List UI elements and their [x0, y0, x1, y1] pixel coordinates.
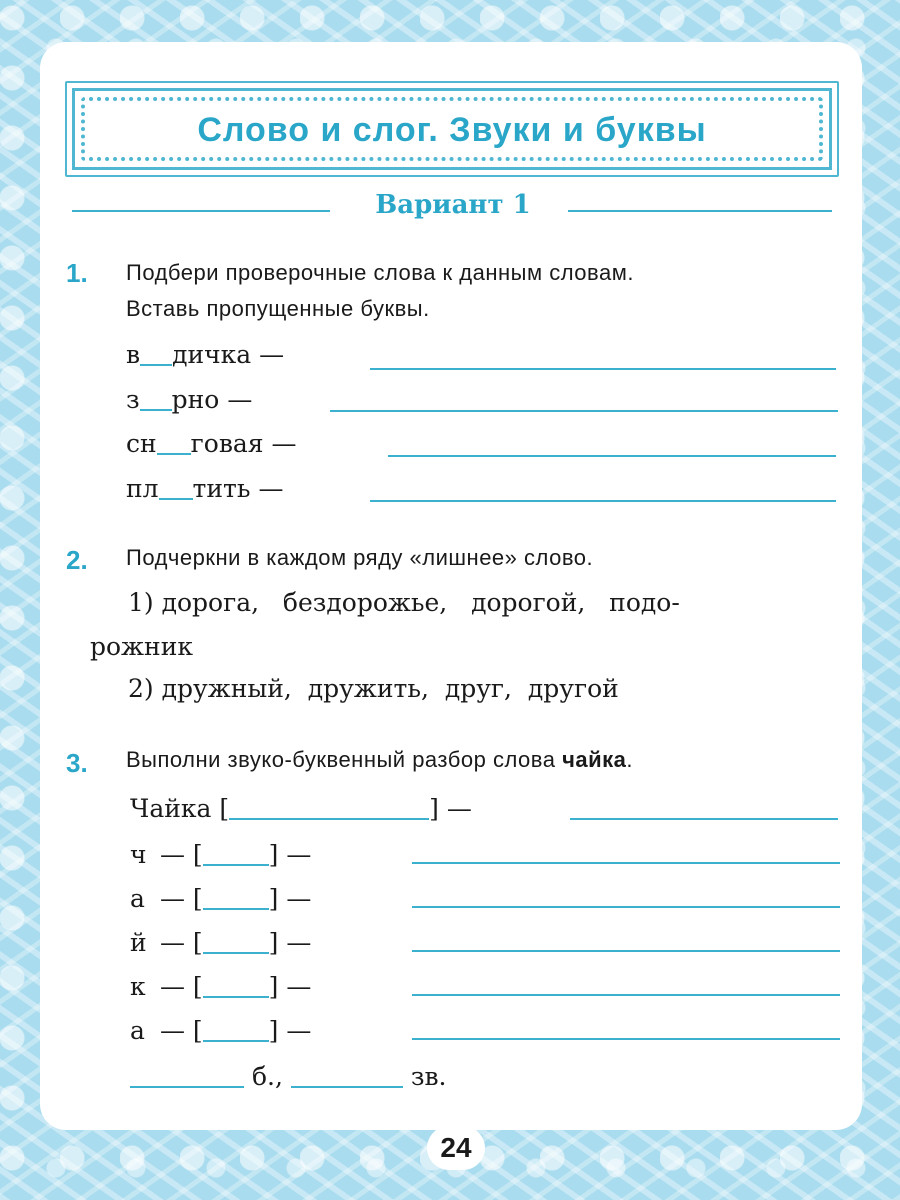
word-row-4: пл тить —	[126, 474, 284, 503]
letter-row-2: а — [ ] —	[130, 884, 312, 913]
answer-line[interactable]	[412, 994, 840, 996]
task-2-row-1: 1) дорога, бездорожье, дорогой, подо-	[128, 588, 680, 617]
task-1-number: 1.	[66, 258, 88, 288]
task-3-instruction: Выполни звуко-буквенный разбор слова чайка.	[126, 747, 633, 772]
task-1-text-line1: Подбери проверочные слова к данным словам.	[126, 260, 634, 285]
answer-line[interactable]	[412, 950, 840, 952]
word-row-1: в дичка —	[126, 340, 285, 369]
answer-line[interactable]	[412, 1038, 840, 1040]
answer-line[interactable]	[570, 818, 838, 820]
sound-field[interactable]	[203, 863, 269, 866]
summary-row: б., зв.	[130, 1062, 446, 1091]
title-frame	[72, 88, 832, 170]
answer-line[interactable]	[330, 410, 838, 412]
task-2-number: 2.	[66, 545, 88, 575]
letter-gap[interactable]	[140, 363, 172, 366]
answer-line[interactable]	[388, 455, 836, 457]
letter-row-5: а — [ ] —	[130, 1016, 312, 1045]
sounds-count-field[interactable]	[291, 1085, 403, 1088]
letters-count-field[interactable]	[130, 1085, 244, 1088]
task-2-row-1-continued: рожник	[90, 632, 194, 661]
letter-gap[interactable]	[140, 408, 172, 411]
transcription-field[interactable]	[229, 817, 429, 820]
letter-gap[interactable]	[159, 497, 193, 500]
sound-field[interactable]	[203, 995, 269, 998]
letter-gap[interactable]	[157, 452, 191, 455]
sound-field[interactable]	[203, 951, 269, 954]
answer-line[interactable]	[412, 862, 840, 864]
answer-line[interactable]	[370, 368, 836, 370]
word-transcription-row: Чайка [ ] —	[130, 794, 472, 823]
task-1-text-line2: Вставь пропущенные буквы.	[126, 296, 430, 321]
variant-rule-right	[568, 210, 832, 212]
variant-header	[72, 190, 834, 230]
task-1-instruction	[126, 255, 634, 327]
letter-row-4: к — [ ] —	[130, 972, 312, 1001]
sound-field[interactable]	[203, 1039, 269, 1042]
task-2-instruction: Подчеркни в каждом ряду «лишнее» слово.	[126, 545, 594, 570]
word-row-2: з рно —	[126, 385, 253, 414]
letter-row-3: й — [ ] —	[130, 928, 312, 957]
answer-line[interactable]	[370, 500, 836, 502]
sound-field[interactable]	[203, 907, 269, 910]
page-title: Слово и слог. Звуки и буквы	[197, 111, 707, 149]
target-word: чайка	[562, 747, 627, 772]
variant-label: Вариант 1	[375, 190, 531, 220]
task-2-row-2: 2) дружный, дружить, друг, другой	[128, 674, 619, 703]
letter-row-1: ч — [ ] —	[130, 840, 312, 869]
task-3-number: 3.	[66, 748, 88, 778]
page-number: 24	[427, 1126, 485, 1170]
answer-line[interactable]	[412, 906, 840, 908]
word-row-3: сн говая —	[126, 429, 297, 458]
